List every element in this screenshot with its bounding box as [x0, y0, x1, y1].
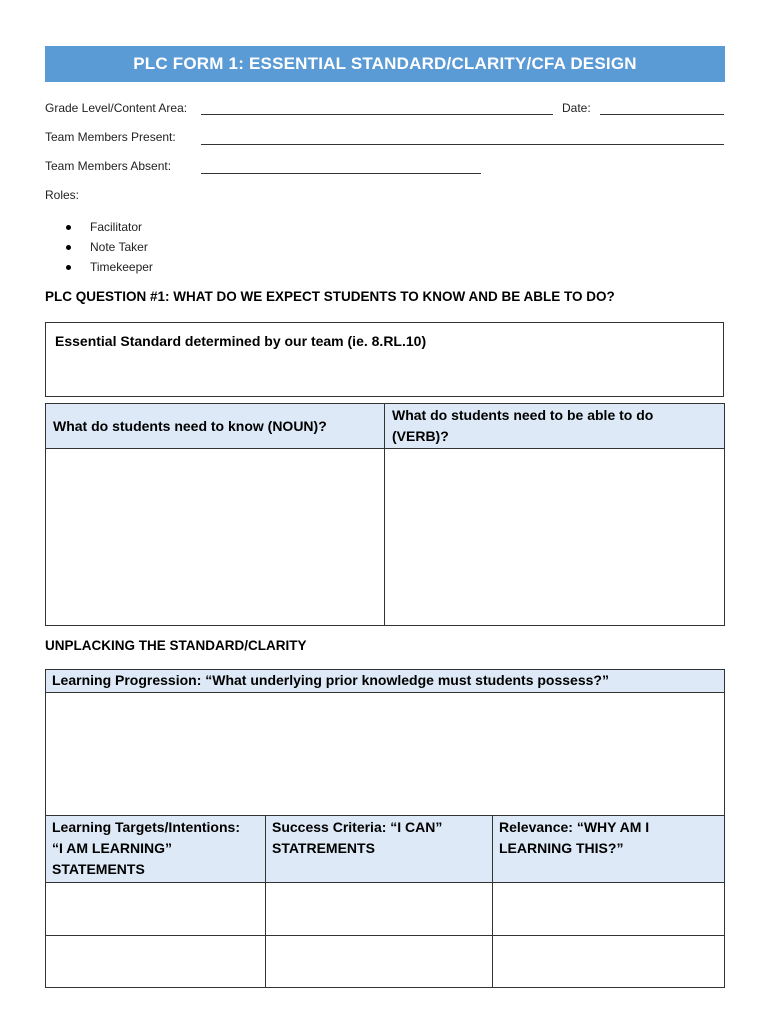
grade-level-field[interactable] — [201, 114, 553, 115]
roles-list — [66, 217, 153, 277]
relevance-header-cell — [493, 816, 724, 882]
list-item: Note Taker — [66, 237, 153, 257]
relevance-answer-cell[interactable] — [493, 883, 724, 934]
team-absent-field[interactable] — [201, 173, 481, 174]
know-answer-cell[interactable] — [46, 449, 383, 625]
know-header-cell — [46, 404, 384, 448]
do-header: What do students need to be able to do (VERB)? — [392, 407, 654, 444]
progression-header-cell — [46, 670, 724, 692]
list-item: Facilitator — [66, 217, 153, 237]
essential-standard-label: Essential Standard determined by our team (ie. 8.RL.10) — [55, 333, 427, 349]
unpacking-heading: UNPLACKING THE STANDARD/CLARITY — [45, 638, 307, 653]
date-field[interactable] — [600, 114, 724, 115]
success-header: Success Criteria: “I CAN” STATREMENTS — [272, 819, 443, 856]
targets-answer-cell[interactable] — [46, 936, 264, 987]
targets-header-cell — [46, 816, 265, 882]
bullet-icon — [66, 245, 71, 250]
date-label: Date: — [562, 101, 591, 115]
bullet-icon — [66, 265, 71, 270]
do-answer-cell[interactable] — [385, 449, 724, 625]
targets-answer-cell[interactable] — [46, 883, 264, 934]
relevance-answer-cell[interactable] — [493, 936, 724, 987]
success-answer-cell[interactable] — [266, 883, 491, 934]
progression-answer-cell[interactable] — [46, 693, 724, 815]
progression-header: Learning Progression: “What underlying prior knowledge must students possess?” — [52, 672, 609, 688]
targets-header: Learning Targets/Intentions: “I AM LEARNING” STATEMENTS — [52, 819, 240, 877]
roles-label: Roles: — [45, 188, 80, 202]
success-header-cell — [266, 816, 492, 882]
form-title: PLC FORM 1: ESSENTIAL STANDARD/CLARITY/CFA DESIGN — [45, 46, 725, 82]
question1-heading: PLC QUESTION #1: WHAT DO WE EXPECT STUDENTS TO KNOW AND BE ABLE TO DO? — [45, 289, 615, 304]
team-present-field[interactable] — [201, 144, 724, 145]
do-header-cell — [385, 404, 724, 448]
relevance-header: Relevance: “WHY AM I LEARNING THIS?” — [499, 819, 650, 856]
team-present-label: Team Members Present: — [45, 130, 176, 144]
essential-standard-box[interactable] — [45, 322, 724, 397]
success-answer-cell[interactable] — [266, 936, 491, 987]
grade-level-label: Grade Level/Content Area: — [45, 101, 188, 115]
know-header: What do students need to know (NOUN)? — [53, 418, 327, 434]
bullet-icon — [66, 225, 71, 230]
team-absent-label: Team Members Absent: — [45, 159, 172, 173]
list-item: Timekeeper — [66, 257, 153, 277]
